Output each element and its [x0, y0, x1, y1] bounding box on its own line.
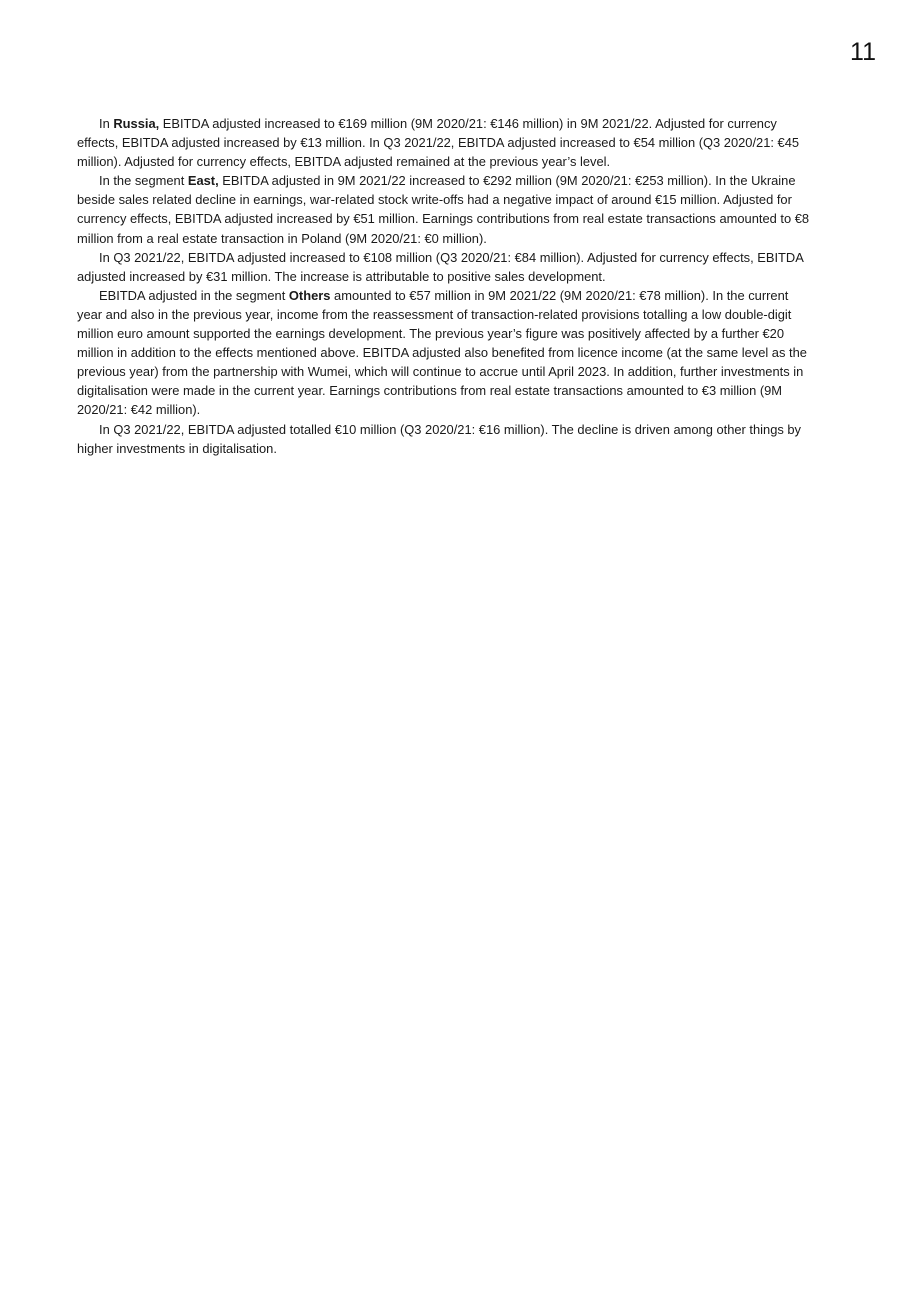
paragraph-bold-term: Russia,: [113, 116, 160, 131]
paragraph-others: [77, 286, 812, 420]
paragraph-text: EBITDA adjusted in 9M 2021/22 increased to €292 million (9M 2020/21: €253 million). In the Ukraine beside sales related decline in earnings, war-related stock write-offs had a negative impact of around €15 million. Adjusted for currency effects, EBITDA adjusted increased by €51 million. Earnings contributions from real estate transactions amounted to €8 million from a real estate transaction in Poland (9M 2020/21: €0 million).: [77, 173, 810, 246]
paragraph-text: EBITDA adjusted increased to €169 million (9M 2020/21: €146 million) in 9M 2021/22. Adjusted for currency effects, EBITDA adjusted increased by €13 million. In Q3 2021/22, EBITDA adjusted increased to €54 million (Q3 2020/21: €45 million). Adjusted for currency effects, EBITDA adjusted remained at the previous year’s level.: [77, 116, 800, 170]
paragraph-text: In: [99, 116, 114, 131]
paragraph-bold-term: East,: [187, 173, 219, 189]
paragraph-others-q3: [77, 420, 812, 458]
paragraph-east-q3: [77, 248, 812, 286]
paragraph-text: In the segment: [99, 173, 188, 189]
paragraph-bold-term: Others: [288, 287, 331, 303]
paragraph-text: In Q3 2021/22, EBITDA adjusted totalled €10 million (Q3 2020/21: €16 million). The decline is driven among other things by higher investments in digitalisation.: [77, 421, 801, 456]
page-number: 11: [850, 38, 876, 66]
paragraph-text: In Q3 2021/22, EBITDA adjusted increased to €108 million (Q3 2020/21: €84 million). Adjusted for currency effects, EBITDA adjusted increased by €31 million. The increase is attributable to positive sales development.: [77, 249, 804, 284]
paragraph-text: amounted to €57 million in 9M 2021/22 (9M 2020/21: €78 million). In the current year and also in the previous year, income from the reassessment of transaction-related provisions totalling a low double-digit million euro amount supported the earnings development. The previous year’s figure was positively affected by a further €20 million in addition to the effects mentioned above. EBITDA adjusted also benefited from licence income (at the same level as the previous year) from the partnership with Wumei, which will continue to accrue until April 2023. In addition, further investments in digitalisation were made in the current year. Earnings contributions from real estate transactions amounted to €3 million (9M 2020/21: €42 million).: [77, 287, 807, 418]
paragraph-east: [77, 171, 812, 247]
paragraph-text: EBITDA adjusted in the segment: [99, 287, 289, 303]
document-body: [77, 114, 812, 458]
paragraph-russia: [77, 114, 812, 171]
